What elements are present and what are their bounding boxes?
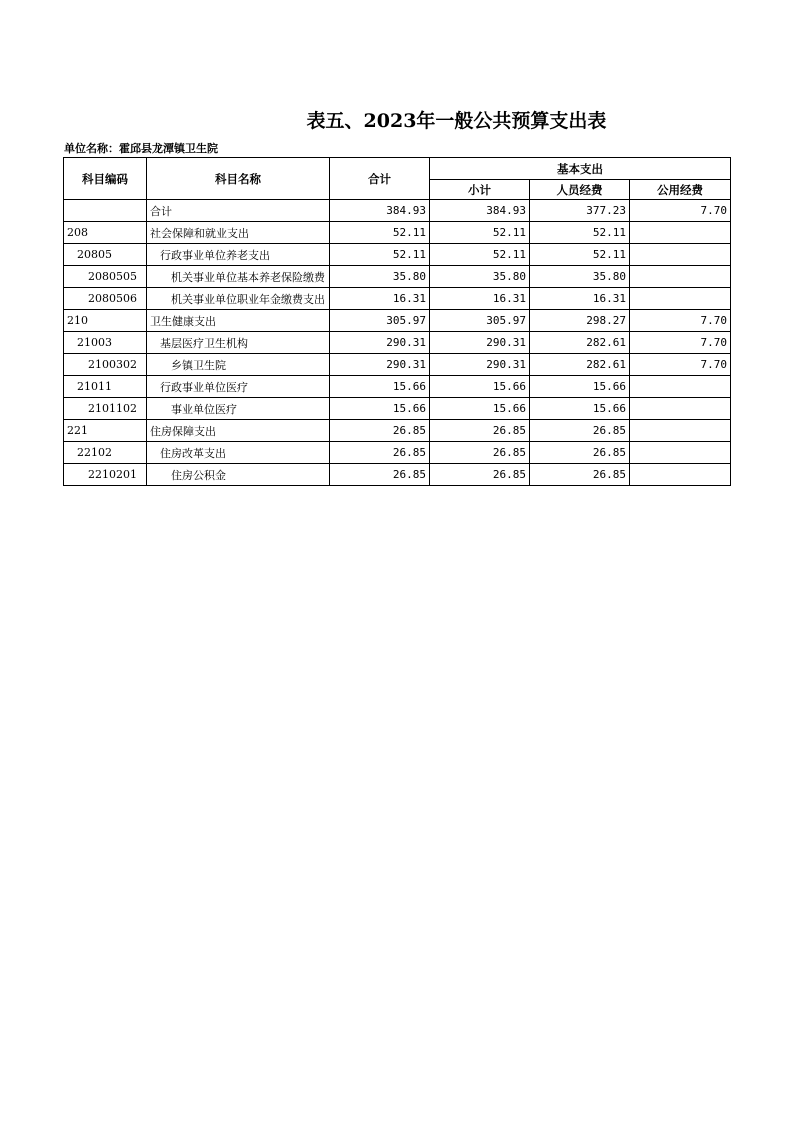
cell-total: 290.31 <box>330 332 430 354</box>
cell-public: 7.70 <box>630 200 731 222</box>
table-row <box>64 310 731 332</box>
cell-subtotal: 290.31 <box>430 332 530 354</box>
cell-code: 210 <box>64 310 147 332</box>
cell-personnel: 52.11 <box>530 244 630 266</box>
cell-total: 15.66 <box>330 376 430 398</box>
cell-code: 2080506 <box>64 288 147 310</box>
cell-public: 7.70 <box>630 354 731 376</box>
cell-total: 35.80 <box>330 266 430 288</box>
cell-personnel: 16.31 <box>530 288 630 310</box>
cell-subtotal: 26.85 <box>430 442 530 464</box>
header-total: 合计 <box>330 158 430 200</box>
header-public: 公用经费 <box>630 180 731 200</box>
cell-personnel: 26.85 <box>530 442 630 464</box>
header-personnel: 人员经费 <box>530 180 630 200</box>
cell-subtotal: 15.66 <box>430 376 530 398</box>
cell-total: 26.85 <box>330 420 430 442</box>
table-row <box>64 244 731 266</box>
cell-name: 机关事业单位职业年金缴费支出 <box>147 288 330 310</box>
cell-name: 住房保障支出 <box>147 420 330 442</box>
cell-public <box>630 376 731 398</box>
cell-subtotal: 16.31 <box>430 288 530 310</box>
table-row <box>64 464 731 486</box>
cell-subtotal: 305.97 <box>430 310 530 332</box>
cell-code: 2080505 <box>64 266 147 288</box>
cell-name: 住房改革支出 <box>147 442 330 464</box>
cell-total: 384.93 <box>330 200 430 222</box>
cell-name: 卫生健康支出 <box>147 310 330 332</box>
cell-subtotal: 384.93 <box>430 200 530 222</box>
cell-subtotal: 290.31 <box>430 354 530 376</box>
header-basic: 基本支出 <box>430 158 731 180</box>
page-title: 表五、2023年一般公共预算支出表 <box>306 110 607 132</box>
cell-name: 社会保障和就业支出 <box>147 222 330 244</box>
cell-personnel: 26.85 <box>530 464 630 486</box>
table-row <box>64 200 731 222</box>
table-row <box>64 398 731 420</box>
cell-name: 行政事业单位养老支出 <box>147 244 330 266</box>
cell-subtotal: 52.11 <box>430 222 530 244</box>
cell-code: 2210201 <box>64 464 147 486</box>
cell-name: 基层医疗卫生机构 <box>147 332 330 354</box>
cell-personnel: 26.85 <box>530 420 630 442</box>
table-row <box>64 376 731 398</box>
header-name: 科目名称 <box>147 158 330 200</box>
cell-personnel: 52.11 <box>530 222 630 244</box>
table-row <box>64 332 731 354</box>
cell-total: 52.11 <box>330 244 430 266</box>
cell-total: 290.31 <box>330 354 430 376</box>
cell-subtotal: 26.85 <box>430 420 530 442</box>
cell-total: 26.85 <box>330 464 430 486</box>
cell-subtotal: 15.66 <box>430 398 530 420</box>
cell-personnel: 282.61 <box>530 332 630 354</box>
table-row <box>64 266 731 288</box>
table-row <box>64 420 731 442</box>
cell-subtotal: 52.11 <box>430 244 530 266</box>
cell-code <box>64 200 147 222</box>
cell-public <box>630 266 731 288</box>
cell-code: 2100302 <box>64 354 147 376</box>
cell-public <box>630 398 731 420</box>
cell-code: 21003 <box>64 332 147 354</box>
header-code: 科目编码 <box>64 158 147 200</box>
cell-total: 305.97 <box>330 310 430 332</box>
cell-public: 7.70 <box>630 332 731 354</box>
cell-total: 26.85 <box>330 442 430 464</box>
cell-public <box>630 464 731 486</box>
cell-code: 221 <box>64 420 147 442</box>
cell-name: 事业单位医疗 <box>147 398 330 420</box>
cell-public <box>630 288 731 310</box>
cell-total: 52.11 <box>330 222 430 244</box>
cell-personnel: 35.80 <box>530 266 630 288</box>
cell-code: 22102 <box>64 442 147 464</box>
cell-total: 15.66 <box>330 398 430 420</box>
cell-total: 16.31 <box>330 288 430 310</box>
cell-code: 208 <box>64 222 147 244</box>
header-subtotal: 小计 <box>430 180 530 200</box>
cell-name: 行政事业单位医疗 <box>147 376 330 398</box>
cell-public <box>630 244 731 266</box>
cell-personnel: 15.66 <box>530 398 630 420</box>
cell-name: 乡镇卫生院 <box>147 354 330 376</box>
cell-name: 机关事业单位基本养老保险缴费 <box>147 266 330 288</box>
cell-name: 住房公积金 <box>147 464 330 486</box>
table-row <box>64 288 731 310</box>
cell-name: 合计 <box>147 200 330 222</box>
cell-public <box>630 420 731 442</box>
cell-code: 20805 <box>64 244 147 266</box>
cell-code: 2101102 <box>64 398 147 420</box>
cell-subtotal: 26.85 <box>430 464 530 486</box>
cell-public <box>630 222 731 244</box>
budget-table <box>63 157 731 486</box>
cell-code: 21011 <box>64 376 147 398</box>
unit-label: 单位名称：霍邱县龙潭镇卫生院 <box>64 142 218 155</box>
cell-subtotal: 35.80 <box>430 266 530 288</box>
table-body <box>64 200 731 486</box>
cell-public: 7.70 <box>630 310 731 332</box>
cell-public <box>630 442 731 464</box>
cell-personnel: 282.61 <box>530 354 630 376</box>
cell-personnel: 298.27 <box>530 310 630 332</box>
cell-personnel: 377.23 <box>530 200 630 222</box>
table-row <box>64 442 731 464</box>
table-row <box>64 354 731 376</box>
table-row <box>64 222 731 244</box>
cell-personnel: 15.66 <box>530 376 630 398</box>
